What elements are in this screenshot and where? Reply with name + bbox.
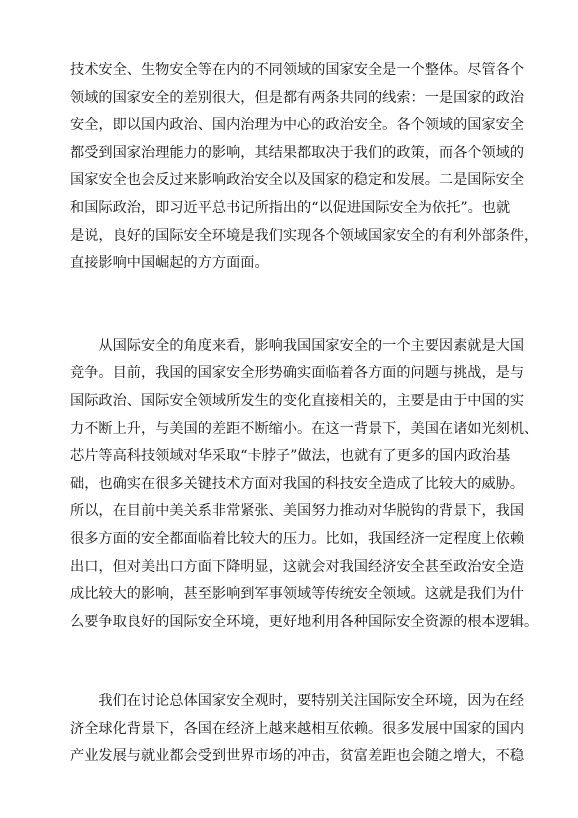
text-line: 都受到国家治理能力的影响，其结果都取决于我们的政策，而各个领域的 (70, 144, 525, 161)
text-line: 直接影响中国崛起的方方面面。 (70, 255, 269, 272)
paragraph-3 (70, 688, 525, 771)
text-line: 技术安全、生物安全等在内的不同领域的国家安全是一个整体。尽管各个 (70, 62, 525, 78)
text-line: 么要争取良好的国际安全环境，更好地利用各种国际安全资源的根本逻辑。 (70, 613, 539, 630)
text-line: 础，也确实在很多关键技术方面对我国的科技安全造成了比较大的威胁。 (70, 475, 525, 492)
text-line: 和国际政治，即习近平总书记所指出的“以促进国际安全为依托”。也就 (70, 199, 511, 216)
text-line: 国际政治、国际安全领域所发生的变化直接相关的，主要是由于中国的实 (70, 392, 525, 409)
text-line: 从国际安全的角度来看，影响我国国家安全的一个主要因素就是大国 (98, 337, 525, 354)
text-line: 出口，但对美出口方面下降明显，这就会对我国经济安全甚至政治安全造 (70, 558, 525, 575)
text-line: 是说，良好的国际安全环境是我们实现各个领域国家安全的有利外部条件， (70, 227, 539, 244)
text-line: 所以，在目前中美关系非常紧张、美国努力推动对华脱钩的背景下，我国 (70, 503, 525, 520)
text-line: 芯片等高科技领域对华采取“卡脖子”做法，也就有了更多的国内政治基 (70, 448, 511, 465)
text-line: 安全，即以国内政治、国内治理为中心的政治安全。各个领域的国家安全 (70, 117, 525, 134)
text-line: 领域的国家安全的差别很大，但是都有两条共同的线索：一是国家的政治 (70, 89, 525, 106)
document-page (70, 57, 539, 771)
text-line: 竞争。目前，我国的国家安全形势确实面临着各方面的问题与挑战，是与 (70, 365, 525, 382)
paragraph-2 (70, 333, 539, 637)
text-line: 国家安全也会反过来影响政治安全以及国家的稳定和发展。二是国际安全 (70, 172, 525, 189)
paragraph-gap (70, 278, 510, 333)
text-line: 力不断上升，与美国的差距不断缩小。在这一背景下，美国在诸如光刻机、 (70, 420, 539, 437)
paragraph-1 (70, 57, 539, 278)
text-line: 很多方面的安全都面临着比较大的压力。比如，我国经济一定程度上依赖 (70, 530, 525, 547)
text-line: 成比较大的影响，甚至影响到军事领域等传统安全领域。这就是我们为什 (70, 586, 525, 603)
text-line: 济全球化背景下，各国在经济上越来越相互依赖。很多发展中国家的国内 (70, 720, 525, 737)
paragraph-gap (70, 636, 510, 688)
text-line: 我们在讨论总体国家安全观时，要特别关注国际安全环境，因为在经 (98, 693, 525, 710)
text-line: 产业发展与就业都会受到世界市场的冲击，贫富差距也会随之增大，不稳 (70, 748, 525, 765)
